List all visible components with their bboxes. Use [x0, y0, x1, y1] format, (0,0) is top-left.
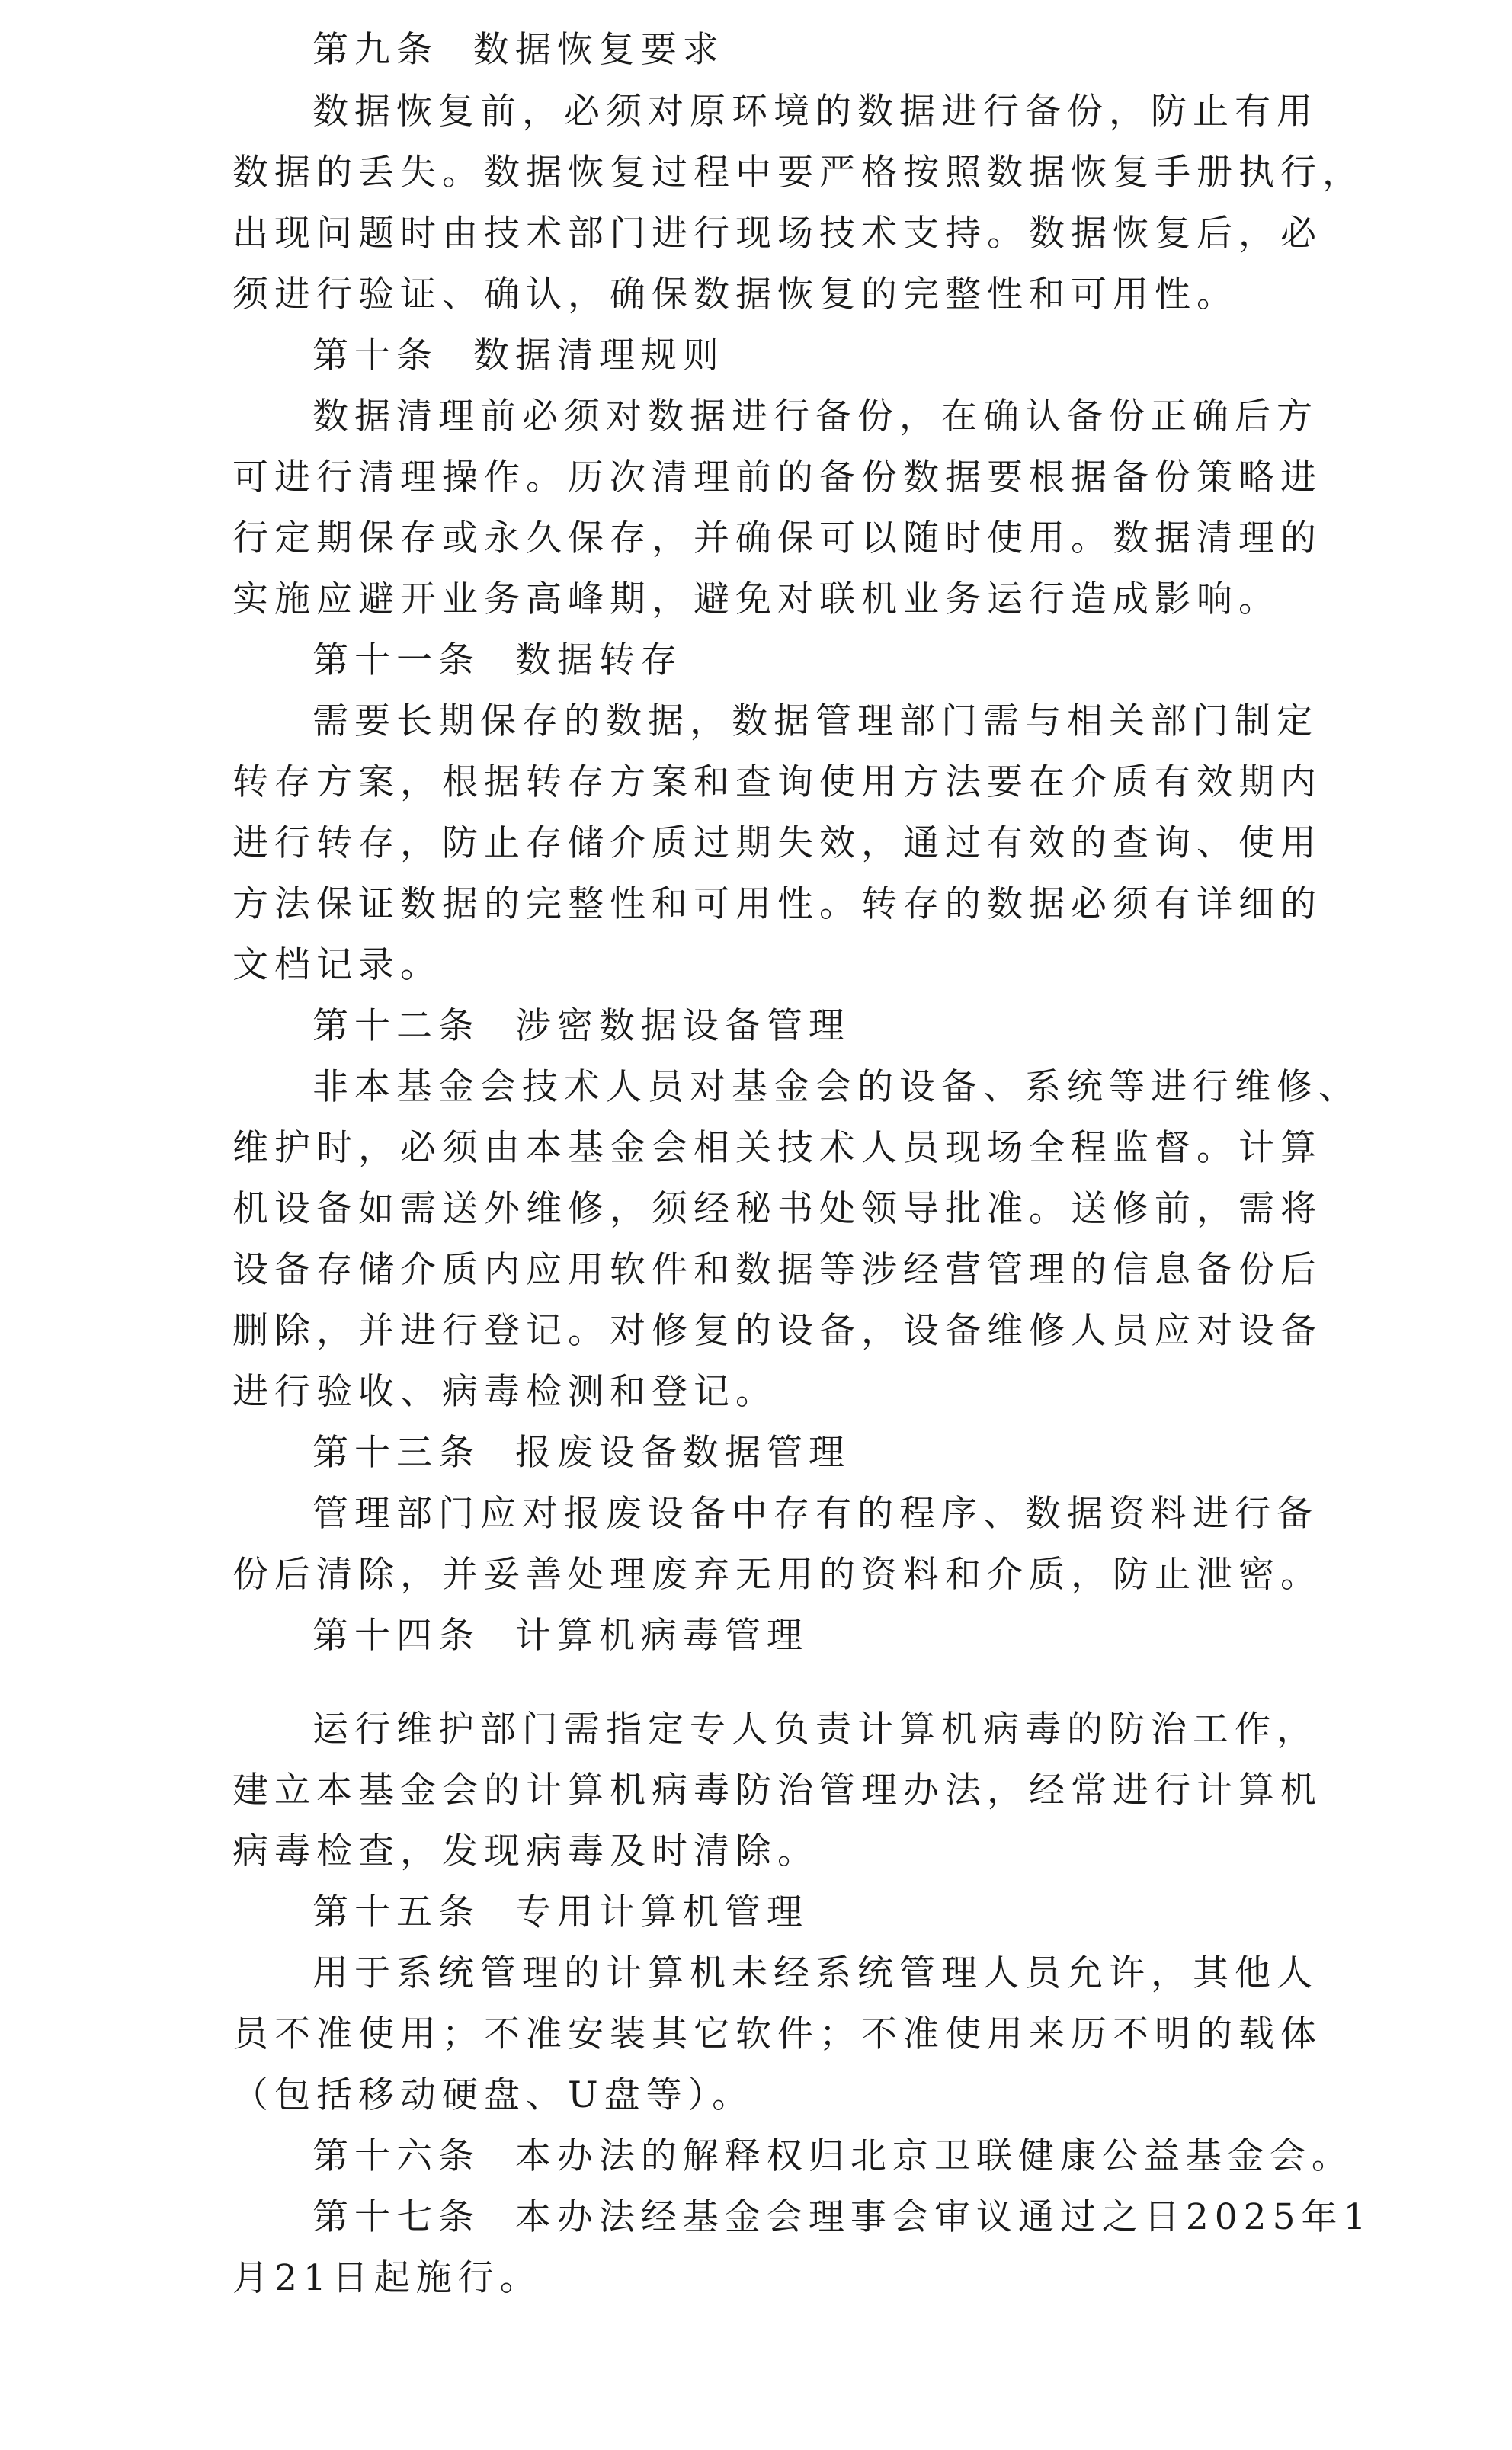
paragraph-line: 进行转存，防止存储介质过期失效，通过有效的查询、使用	[232, 822, 1322, 864]
paragraph-line: 须进行验证、确认，确保数据恢复的完整性和可用性。	[232, 274, 1238, 315]
paragraph-line: 管理部门应对报废设备中存有的程序、数据资料进行备	[312, 1493, 1318, 1535]
paragraph-line: 转存方案，根据转存方案和查询使用方法要在介质有效期内	[232, 761, 1322, 803]
paragraph-line: 员不准使用；不准安装其它软件；不准使用来历不明的载体	[232, 2013, 1322, 2055]
paragraph-line: 份后清除，并妥善处理废弃无用的资料和介质，防止泄密。	[232, 1554, 1322, 1596]
article-heading: 第十条 数据清理规则	[312, 335, 725, 376]
paragraph-line: 月21日起施行。	[232, 2257, 542, 2299]
paragraph-line: 进行验收、病毒检测和登记。	[232, 1371, 777, 1413]
paragraph-line: 机设备如需送外维修，须经秘书处领导批准。送修前，需将	[232, 1188, 1322, 1230]
article-heading: 第十四条 计算机病毒管理	[312, 1615, 809, 1657]
paragraph-line: 数据的丢失。数据恢复过程中要严格按照数据恢复手册执行，	[232, 152, 1364, 194]
paragraph-line: 运行维护部门需指定专人负责计算机病毒的防治工作，	[312, 1709, 1318, 1750]
paragraph-line: 数据恢复前，必须对原环境的数据进行备份，防止有用	[312, 91, 1318, 133]
article-heading: 第九条 数据恢复要求	[312, 29, 725, 71]
paragraph-line: （包括移动硬盘、U盘等）。	[232, 2074, 754, 2116]
paragraph-line: 方法保证数据的完整性和可用性。转存的数据必须有详细的	[232, 883, 1322, 925]
paragraph-line: 删除，并进行登记。对修复的设备，设备维修人员应对设备	[232, 1310, 1322, 1352]
paragraph-line: 用于系统管理的计算机未经系统管理人员允许，其他人	[312, 1952, 1318, 1994]
paragraph-line: 实施应避开业务高峰期，避免对联机业务运行造成影响。	[232, 578, 1280, 620]
article-heading: 第十七条 本办法经基金会理事会审议通过之日2025年1	[312, 2196, 1373, 2238]
paragraph-line: 维护时，必须由本基金会相关技术人员现场全程监督。计算	[232, 1127, 1322, 1169]
paragraph-line: 设备存储介质内应用软件和数据等涉经营管理的信息备份后	[232, 1249, 1322, 1291]
article-heading: 第十二条 涉密数据设备管理	[312, 1005, 850, 1047]
article-heading: 第十一条 数据转存	[312, 639, 683, 681]
paragraph-line: 建立本基金会的计算机病毒防治管理办法，经常进行计算机	[232, 1769, 1322, 1811]
paragraph-line: 文档记录。	[232, 944, 442, 986]
paragraph-line: 非本基金会技术人员对基金会的设备、系统等进行维修、	[312, 1066, 1360, 1108]
paragraph-line: 行定期保存或永久保存，并确保可以随时使用。数据清理的	[232, 517, 1322, 559]
article-heading: 第十五条 专用计算机管理	[312, 1891, 809, 1933]
paragraph-line: 数据清理前必须对数据进行备份，在确认备份正确后方	[312, 396, 1318, 437]
paragraph-line: 需要长期保存的数据，数据管理部门需与相关部门制定	[312, 700, 1318, 742]
paragraph-line: 可进行清理操作。历次清理前的备份数据要根据备份策略进	[232, 456, 1322, 498]
paragraph-line: 病毒检查，发现病毒及时清除。	[232, 1830, 819, 1872]
paragraph-line: 出现问题时由技术部门进行现场技术支持。数据恢复后，必	[232, 213, 1322, 255]
article-heading: 第十三条 报废设备数据管理	[312, 1432, 850, 1474]
article-heading: 第十六条 本办法的解释权归北京卫联健康公益基金会。	[312, 2135, 1353, 2177]
